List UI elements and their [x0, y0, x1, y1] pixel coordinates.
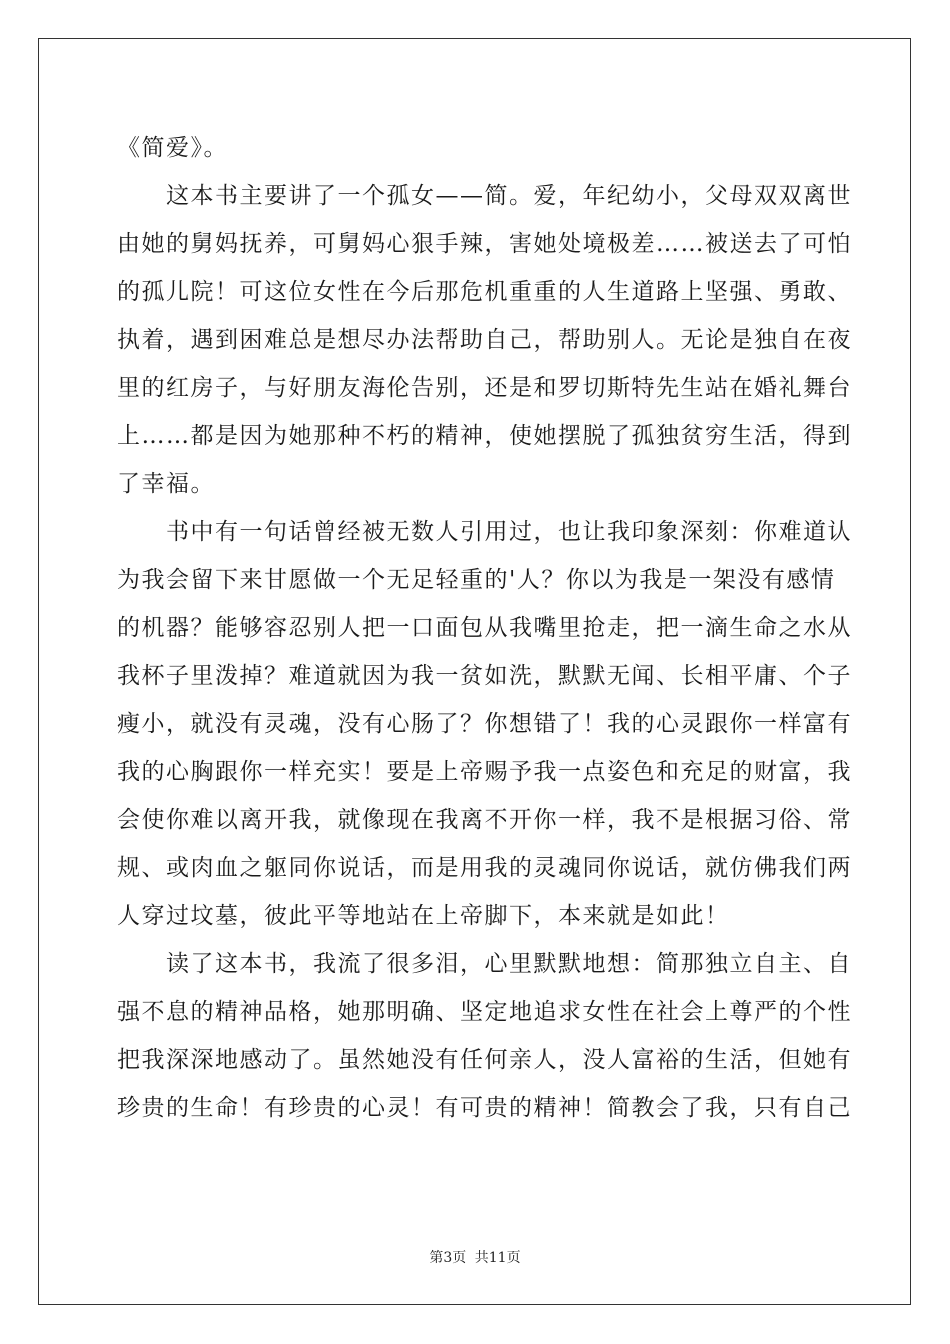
text-line: 由她的舅妈抚养，可舅妈心狠手辣，害她处境极差……被送去了可怕 [117, 231, 852, 257]
text-line: 为我会留下来甘愿做一个无足轻重的'人？你以为我是一架没有感情 [117, 567, 836, 593]
text-line: 了幸福。 [117, 471, 215, 497]
text-line: 《简爱》。 [117, 135, 228, 161]
text-line: 的孤儿院！可这位女性在今后那危机重重的人生道路上坚强、勇敢、 [117, 279, 852, 305]
text-line: 瘦小，就没有灵魂，没有心肠了？你想错了！我的心灵跟你一样富有 [117, 711, 852, 737]
text-line: 人穿过坟墓，彼此平等地站在上帝脚下，本来就是如此！ [117, 903, 730, 929]
text-line: 执着，遇到困难总是想尽办法帮助自己，帮助别人。无论是独自在夜 [117, 327, 852, 353]
text-line: 里的红房子，与好朋友海伦告别，还是和罗切斯特先生站在婚礼舞台 [117, 375, 852, 401]
page-total: 共11页 [474, 1250, 521, 1266]
text-line: 我的心胸跟你一样充实！要是上帝赐予我一点姿色和充足的财富，我 [117, 759, 852, 785]
text-line: 珍贵的生命！有珍贵的心灵！有可贵的精神！简教会了我，只有自己 [117, 1095, 852, 1121]
page-footer [0, 1247, 950, 1267]
text-line: 书中有一句话曾经被无数人引用过，也让我印象深刻：你难道认 [117, 519, 852, 545]
text-line: 的机器？能够容忍别人把一口面包从我嘴里抢走，把一滴生命之水从 [117, 615, 852, 641]
text-line: 我杯子里泼掉？难道就因为我一贫如洗，默默无闻、长相平庸、个子 [117, 663, 852, 689]
text-line: 上……都是因为她那种不朽的精神，使她摆脱了孤独贫穷生活，得到 [117, 423, 852, 449]
text-line: 读了这本书，我流了很多泪，心里默默地想：简那独立自主、自 [117, 951, 852, 977]
page-number: 第3页 [429, 1250, 467, 1266]
text-line: 强不息的精神品格，她那明确、坚定地追求女性在社会上尊严的个性 [117, 999, 852, 1025]
document-body [117, 124, 852, 1132]
text-line: 规、或肉血之躯同你说话，而是用我的灵魂同你说话，就仿佛我们两 [117, 855, 852, 881]
text-line: 把我深深地感动了。虽然她没有任何亲人，没人富裕的生活，但她有 [117, 1047, 852, 1073]
text-line: 会使你难以离开我，就像现在我离不开你一样，我不是根据习俗、常 [117, 807, 852, 833]
text-line: 这本书主要讲了一个孤女——简。爱，年纪幼小，父母双双离世 [117, 183, 852, 209]
